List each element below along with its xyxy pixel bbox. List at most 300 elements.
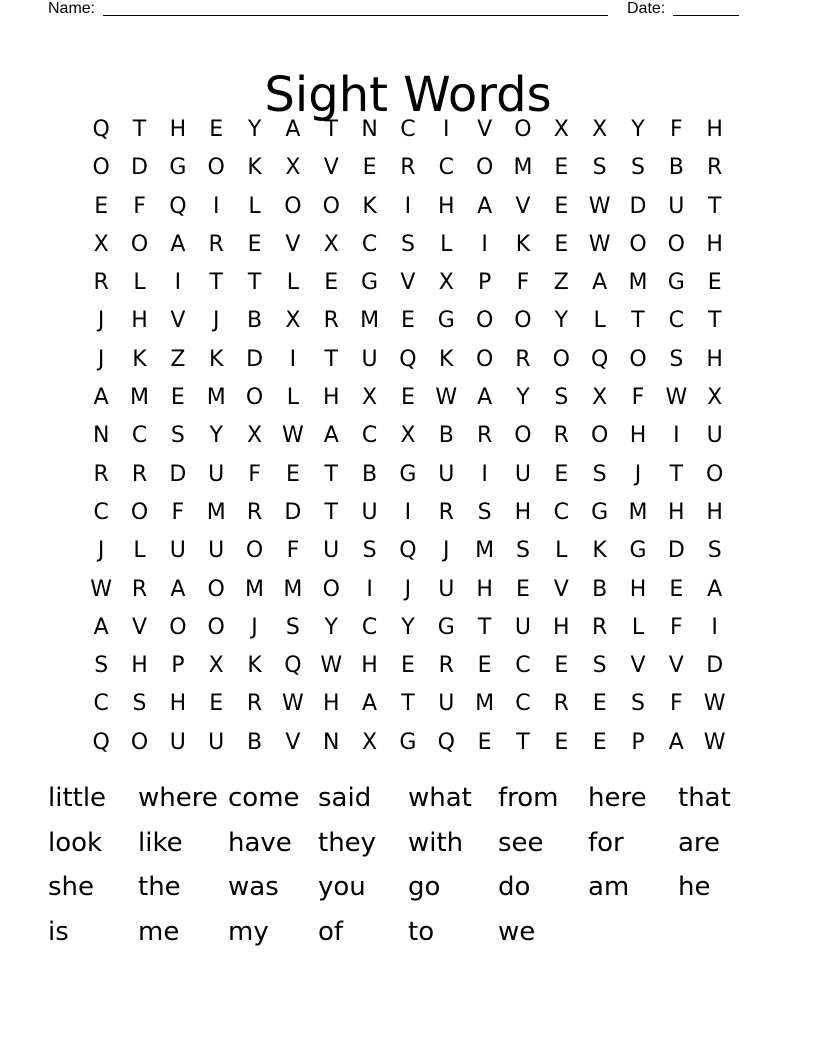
grid-letter[interactable]: G <box>437 308 455 334</box>
grid-letter[interactable]: V <box>170 308 186 334</box>
grid-letter[interactable]: H <box>553 614 570 640</box>
grid-letter[interactable]: X <box>362 729 378 755</box>
grid-letter[interactable]: E <box>477 729 492 755</box>
grid-letter[interactable]: A <box>93 385 109 411</box>
grid-letter[interactable]: E <box>170 385 185 411</box>
grid-letter[interactable]: I <box>711 614 718 640</box>
grid-letter[interactable]: O <box>207 155 225 181</box>
grid-letter[interactable]: K <box>247 653 262 679</box>
grid-letter[interactable]: Y <box>209 423 223 449</box>
grid-letter[interactable]: O <box>322 576 340 602</box>
grid-letter[interactable]: W <box>665 385 688 411</box>
grid-letter[interactable]: K <box>132 346 147 372</box>
grid-letter[interactable]: T <box>669 461 684 487</box>
grid-letter[interactable]: L <box>133 270 146 296</box>
grid-letter[interactable]: U <box>438 576 455 602</box>
grid-letter[interactable]: R <box>438 499 454 525</box>
grid-letter[interactable]: Y <box>324 614 338 640</box>
grid-letter[interactable]: Q <box>169 193 187 219</box>
grid-letter[interactable]: V <box>630 653 646 679</box>
grid-letter[interactable]: U <box>208 538 225 564</box>
grid-letter[interactable]: W <box>703 691 726 717</box>
grid-letter[interactable]: E <box>209 691 224 717</box>
grid-letter[interactable]: E <box>592 691 607 717</box>
grid-letter[interactable]: V <box>477 117 493 142</box>
grid-letter[interactable]: E <box>209 117 224 142</box>
grid-row <box>82 302 734 340</box>
grid-letter[interactable]: B <box>668 155 684 181</box>
grid-letter[interactable]: C <box>361 423 378 449</box>
grid-letter[interactable]: W <box>588 193 611 219</box>
grid-letter[interactable]: D <box>284 499 302 525</box>
grid-letter[interactable]: X <box>592 117 608 142</box>
grid-letter[interactable]: S <box>592 155 607 181</box>
grid-letter[interactable]: O <box>130 231 149 257</box>
grid-letter[interactable]: S <box>132 691 147 717</box>
grid-letter[interactable]: I <box>404 193 412 219</box>
grid-letter[interactable]: E <box>707 270 722 296</box>
grid-letter[interactable]: E <box>94 193 109 219</box>
grid-letter[interactable]: M <box>245 576 265 602</box>
word-list-item: am <box>588 872 630 903</box>
grid-letter[interactable]: S <box>285 614 300 640</box>
grid-letter[interactable]: E <box>285 461 300 487</box>
grid-letter[interactable]: H <box>169 117 187 142</box>
grid-letter[interactable]: M <box>206 385 226 411</box>
grid-letter[interactable]: I <box>481 231 488 257</box>
grid-letter[interactable]: F <box>670 691 683 717</box>
grid-letter[interactable]: L <box>593 308 606 334</box>
name-field[interactable] <box>103 15 608 16</box>
grid-letter[interactable]: V <box>131 614 148 640</box>
grid-letter[interactable]: E <box>400 653 415 679</box>
grid-letter[interactable]: E <box>554 193 569 219</box>
grid-letter[interactable]: C <box>400 117 416 142</box>
grid-letter[interactable]: A <box>93 614 109 640</box>
grid-letter[interactable]: S <box>94 653 109 679</box>
grid-letter[interactable]: G <box>667 270 685 296</box>
grid-letter[interactable]: U <box>208 461 225 487</box>
grid-letter[interactable]: R <box>400 155 416 181</box>
grid-letter[interactable]: O <box>475 308 494 334</box>
grid-letter[interactable]: S <box>592 461 607 487</box>
grid-letter[interactable]: U <box>169 729 186 755</box>
grid-letter[interactable]: Y <box>631 117 645 142</box>
grid-letter[interactable]: H <box>706 117 723 142</box>
grid-letter[interactable]: S <box>554 385 569 411</box>
grid-letter[interactable]: B <box>362 461 378 487</box>
grid-letter[interactable]: B <box>592 576 608 602</box>
grid-letter[interactable]: A <box>170 231 186 257</box>
grid-letter[interactable]: O <box>245 385 264 411</box>
grid-letter[interactable]: C <box>131 423 148 449</box>
grid-letter[interactable]: R <box>438 653 454 679</box>
grid-letter[interactable]: X <box>400 423 416 449</box>
grid-letter[interactable]: T <box>707 308 722 334</box>
grid-letter[interactable]: X <box>93 231 109 257</box>
grid-letter[interactable]: O <box>514 308 532 334</box>
grid-letter[interactable]: Y <box>554 308 569 334</box>
grid-letter[interactable]: O <box>169 614 187 640</box>
grid-letter[interactable]: U <box>438 691 455 717</box>
grid-letter[interactable]: H <box>131 653 148 679</box>
grid-letter[interactable]: G <box>399 461 417 487</box>
grid-letter[interactable]: F <box>133 193 146 219</box>
grid-letter[interactable]: M <box>513 155 533 181</box>
grid-letter[interactable]: O <box>475 155 494 181</box>
grid-letter[interactable]: I <box>289 346 297 372</box>
grid-letter[interactable]: M <box>206 499 226 525</box>
grid-letter[interactable]: S <box>515 538 530 564</box>
grid-row <box>82 379 734 417</box>
grid-letter[interactable]: E <box>554 461 569 487</box>
grid-letter[interactable]: O <box>130 499 149 525</box>
grid-letter[interactable]: C <box>93 691 109 717</box>
word-list-item: from <box>498 783 559 813</box>
grid-letter[interactable]: S <box>631 691 645 717</box>
grid-letter[interactable]: S <box>170 423 185 449</box>
grid-letter[interactable]: E <box>554 155 569 181</box>
grid-letter[interactable]: R <box>131 461 148 487</box>
grid-letter[interactable]: U <box>361 499 378 525</box>
grid-letter[interactable]: M <box>475 691 495 717</box>
grid-letter[interactable]: E <box>324 270 339 296</box>
grid-letter[interactable]: V <box>515 193 531 219</box>
grid-letter[interactable]: X <box>208 653 224 679</box>
grid-letter[interactable]: R <box>707 155 723 181</box>
grid-letter[interactable]: U <box>438 461 455 487</box>
grid-letter[interactable]: J <box>212 308 220 334</box>
grid-letter[interactable]: M <box>130 385 149 411</box>
grid-letter[interactable]: R <box>246 499 263 525</box>
grid-letter[interactable]: K <box>592 538 607 564</box>
grid-letter[interactable]: C <box>515 653 531 679</box>
grid-letter[interactable]: S <box>362 538 377 564</box>
grid-letter[interactable]: C <box>668 308 685 334</box>
grid-letter[interactable]: I <box>212 193 220 219</box>
grid-letter[interactable]: S <box>669 346 684 372</box>
grid-letter[interactable]: L <box>286 270 300 296</box>
grid-letter[interactable]: R <box>323 308 339 334</box>
grid-letter[interactable]: E <box>477 653 492 679</box>
grid-letter[interactable]: H <box>668 499 685 525</box>
grid-letter[interactable]: O <box>245 538 264 564</box>
grid-letter[interactable]: G <box>629 538 647 564</box>
grid-letter[interactable]: O <box>92 155 110 181</box>
grid-letter[interactable]: N <box>361 117 378 142</box>
name-date-header <box>0 0 816 22</box>
grid-letter[interactable]: O <box>130 729 149 755</box>
grid-letter[interactable]: D <box>131 155 148 181</box>
grid-letter[interactable]: C <box>553 499 569 525</box>
grid-letter[interactable]: J <box>97 538 105 564</box>
grid-letter[interactable]: X <box>247 423 263 449</box>
grid-letter[interactable]: G <box>591 499 609 525</box>
grid-letter[interactable]: U <box>323 538 340 564</box>
grid-letter[interactable]: D <box>629 193 647 219</box>
grid-letter[interactable]: C <box>93 499 109 525</box>
grid-letter[interactable]: M <box>628 499 648 525</box>
grid-letter[interactable]: E <box>362 155 377 181</box>
grid-letter[interactable]: T <box>247 270 262 296</box>
grid-letter[interactable]: K <box>362 193 377 219</box>
grid-letter[interactable]: R <box>246 691 263 717</box>
grid-letter[interactable]: O <box>629 231 647 257</box>
grid-letter[interactable]: Y <box>401 614 415 640</box>
grid-letter[interactable]: H <box>169 691 187 717</box>
grid-letter[interactable]: P <box>477 270 492 296</box>
grid-letter[interactable]: G <box>437 614 455 640</box>
grid-letter[interactable]: R <box>93 461 109 487</box>
grid-letter[interactable]: J <box>634 461 642 487</box>
grid-letter[interactable]: H <box>361 653 378 679</box>
grid-letter[interactable]: S <box>631 155 645 181</box>
grid-letter[interactable]: Z <box>553 270 569 296</box>
grid-letter[interactable]: E <box>247 231 262 257</box>
grid-letter[interactable]: O <box>322 193 340 219</box>
grid-letter[interactable]: A <box>170 576 186 602</box>
grid-letter[interactable]: T <box>401 691 415 717</box>
grid-letter[interactable]: O <box>706 461 724 487</box>
grid-letter[interactable]: Q <box>284 653 302 679</box>
grid-letter[interactable]: M <box>628 270 648 296</box>
grid-letter[interactable]: H <box>437 193 455 219</box>
grid-letter[interactable]: H <box>322 691 340 717</box>
grid-letter[interactable]: E <box>400 308 415 334</box>
grid-letter[interactable]: W <box>435 385 458 411</box>
grid-letter[interactable]: A <box>477 385 493 411</box>
grid-letter[interactable]: K <box>515 231 531 257</box>
date-field[interactable] <box>673 15 739 16</box>
grid-letter[interactable]: X <box>285 155 301 181</box>
grid-letter[interactable]: O <box>514 117 532 142</box>
grid-letter[interactable]: K <box>247 155 262 181</box>
grid-letter[interactable]: L <box>248 193 261 219</box>
grid-letter[interactable]: R <box>476 423 493 449</box>
grid-letter[interactable]: W <box>90 576 113 602</box>
grid-letter[interactable]: H <box>131 308 148 334</box>
word-list-item: do <box>498 872 531 903</box>
grid-letter[interactable]: M <box>475 538 495 564</box>
grid-letter[interactable]: H <box>476 576 493 602</box>
grid-letter[interactable]: O <box>207 576 225 602</box>
grid-letter[interactable]: A <box>592 270 608 296</box>
grid-letter[interactable]: O <box>667 231 685 257</box>
grid-letter[interactable]: T <box>631 308 645 334</box>
grid-letter[interactable]: R <box>93 270 109 296</box>
grid-letter[interactable]: X <box>707 385 723 411</box>
grid-letter[interactable]: E <box>400 385 415 411</box>
grid-letter[interactable]: M <box>283 576 303 602</box>
grid-letter[interactable]: Z <box>170 346 186 372</box>
grid-letter[interactable]: E <box>516 576 530 602</box>
grid-letter[interactable]: T <box>516 729 530 755</box>
grid-letter[interactable]: Y <box>516 385 530 411</box>
grid-letter[interactable]: A <box>285 117 301 142</box>
grid-letter[interactable]: T <box>324 346 338 372</box>
grid-letter[interactable]: C <box>438 155 454 181</box>
grid-letter[interactable]: N <box>92 423 110 449</box>
grid-letter[interactable]: D <box>706 653 724 679</box>
grid-letter[interactable]: T <box>324 117 338 142</box>
grid-letter[interactable]: V <box>285 729 301 755</box>
grid-letter[interactable]: H <box>629 576 647 602</box>
grid-letter[interactable]: J <box>97 308 105 334</box>
grid-letter[interactable]: O <box>552 346 570 372</box>
grid-letter[interactable]: S <box>400 231 415 257</box>
grid-letter[interactable]: C <box>361 614 378 640</box>
grid-letter[interactable]: A <box>707 576 723 602</box>
grid-letter[interactable]: J <box>443 538 450 564</box>
grid-letter[interactable]: S <box>707 538 722 564</box>
grid-letter[interactable]: T <box>324 499 338 525</box>
grid-letter[interactable]: U <box>514 461 531 487</box>
grid-letter[interactable]: I <box>673 423 680 449</box>
grid-letter[interactable]: E <box>669 576 684 602</box>
grid-letter[interactable]: L <box>555 538 568 564</box>
grid-letter[interactable]: K <box>439 346 454 372</box>
grid-letter[interactable]: A <box>323 423 339 449</box>
grid-row <box>82 264 734 302</box>
grid-letter[interactable]: X <box>553 117 569 142</box>
grid-letter[interactable]: F <box>631 385 645 411</box>
grid-letter[interactable]: Q <box>437 729 455 755</box>
grid-letter[interactable]: X <box>285 308 301 334</box>
grid-letter[interactable]: H <box>322 385 340 411</box>
grid-letter[interactable]: H <box>706 231 723 257</box>
grid-letter[interactable]: B <box>247 308 263 334</box>
grid-letter[interactable]: R <box>208 231 224 257</box>
grid-letter[interactable]: S <box>592 653 607 679</box>
grid-letter[interactable]: J <box>404 576 412 602</box>
word-list-item: was <box>228 872 279 903</box>
grid-letter[interactable]: Q <box>92 117 110 142</box>
grid-letter[interactable]: W <box>282 423 304 449</box>
grid-letter[interactable]: G <box>361 270 379 296</box>
grid-letter[interactable]: O <box>629 346 647 372</box>
grid-letter[interactable]: L <box>286 385 300 411</box>
grid-letter[interactable]: C <box>515 691 531 717</box>
grid-letter[interactable]: E <box>554 231 569 257</box>
grid-letter[interactable]: E <box>554 653 569 679</box>
grid-letter[interactable]: I <box>404 499 412 525</box>
grid-letter[interactable]: U <box>514 614 531 640</box>
grid-letter[interactable]: H <box>514 499 532 525</box>
grid-letter[interactable]: X <box>592 385 608 411</box>
grid-letter[interactable]: R <box>591 614 608 640</box>
grid-letter[interactable]: O <box>207 614 225 640</box>
grid-letter[interactable]: M <box>360 308 380 334</box>
grid-letter[interactable]: I <box>481 461 488 487</box>
grid-letter[interactable]: H <box>706 499 723 525</box>
grid-letter[interactable]: Q <box>399 346 417 372</box>
grid-letter[interactable]: U <box>668 193 685 219</box>
grid-letter[interactable]: F <box>670 117 683 142</box>
grid-letter[interactable]: E <box>554 729 569 755</box>
grid-letter[interactable]: A <box>477 193 493 219</box>
grid-letter[interactable]: U <box>361 346 378 372</box>
grid-letter[interactable]: L <box>440 231 453 257</box>
grid-letter[interactable]: X <box>438 270 454 296</box>
grid-letter[interactable]: B <box>247 729 263 755</box>
grid-letter[interactable]: I <box>174 270 182 296</box>
grid-letter[interactable]: V <box>553 576 569 602</box>
grid-letter[interactable]: W <box>282 691 304 717</box>
grid-letter[interactable]: F <box>670 614 683 640</box>
grid-letter[interactable]: B <box>438 423 454 449</box>
grid-letter[interactable]: T <box>707 193 722 219</box>
grid-letter[interactable]: R <box>131 576 148 602</box>
grid-letter[interactable]: O <box>284 193 302 219</box>
grid-letter[interactable]: V <box>400 270 416 296</box>
grid-letter[interactable]: Q <box>590 346 609 372</box>
grid-letter[interactable]: L <box>133 538 146 564</box>
grid-letter[interactable]: T <box>209 270 223 296</box>
grid-letter[interactable]: P <box>631 729 645 755</box>
grid-letter[interactable]: R <box>515 346 531 372</box>
grid-letter[interactable]: T <box>477 614 492 640</box>
grid-letter[interactable]: W <box>703 729 726 755</box>
grid-letter[interactable]: N <box>323 729 340 755</box>
grid-letter[interactable]: X <box>362 385 378 411</box>
grid-letter[interactable]: A <box>362 691 378 717</box>
grid-letter[interactable]: F <box>516 270 530 296</box>
grid-letter[interactable]: R <box>553 691 569 717</box>
grid-row <box>82 188 734 226</box>
grid-letter[interactable]: U <box>706 423 723 449</box>
grid-letter[interactable]: J <box>251 614 258 640</box>
grid-letter[interactable]: D <box>246 346 264 372</box>
grid-letter[interactable]: W <box>320 653 343 679</box>
grid-letter[interactable]: L <box>631 614 645 640</box>
grid-letter[interactable]: I <box>443 117 450 142</box>
grid-letter[interactable]: K <box>208 346 224 372</box>
grid-letter[interactable]: D <box>667 538 685 564</box>
grid-letter[interactable]: Q <box>399 538 417 564</box>
grid-letter[interactable]: Y <box>247 117 262 142</box>
grid-letter[interactable]: R <box>553 423 569 449</box>
grid-letter[interactable]: O <box>514 423 532 449</box>
grid-letter[interactable]: U <box>169 538 186 564</box>
grid-letter[interactable]: W <box>588 231 611 257</box>
grid-letter[interactable]: P <box>171 653 185 679</box>
grid-letter[interactable]: J <box>97 346 105 372</box>
grid-letter[interactable]: U <box>208 729 225 755</box>
grid-letter[interactable]: G <box>169 155 187 181</box>
grid-letter[interactable]: I <box>366 576 373 602</box>
grid-letter[interactable]: T <box>132 117 147 142</box>
grid-letter[interactable]: H <box>706 346 723 372</box>
grid-letter[interactable]: Q <box>92 729 110 755</box>
grid-letter[interactable]: G <box>399 729 417 755</box>
grid-letter[interactable]: V <box>323 155 339 181</box>
grid-letter[interactable]: F <box>171 499 185 525</box>
grid-letter[interactable]: H <box>629 423 647 449</box>
grid-letter[interactable]: O <box>590 423 609 449</box>
grid-letter[interactable]: D <box>169 461 187 487</box>
grid-letter[interactable]: T <box>324 461 338 487</box>
grid-letter[interactable]: F <box>248 461 261 487</box>
grid-letter[interactable]: V <box>668 653 684 679</box>
grid-letter[interactable]: O <box>475 346 494 372</box>
grid-letter[interactable]: F <box>286 538 300 564</box>
grid-letter[interactable]: E <box>592 729 607 755</box>
grid-letter[interactable]: S <box>477 499 492 525</box>
grid-letter[interactable]: C <box>361 231 378 257</box>
grid-letter[interactable]: V <box>285 231 301 257</box>
grid-letter[interactable]: X <box>323 231 339 257</box>
grid-letter[interactable]: A <box>668 729 684 755</box>
